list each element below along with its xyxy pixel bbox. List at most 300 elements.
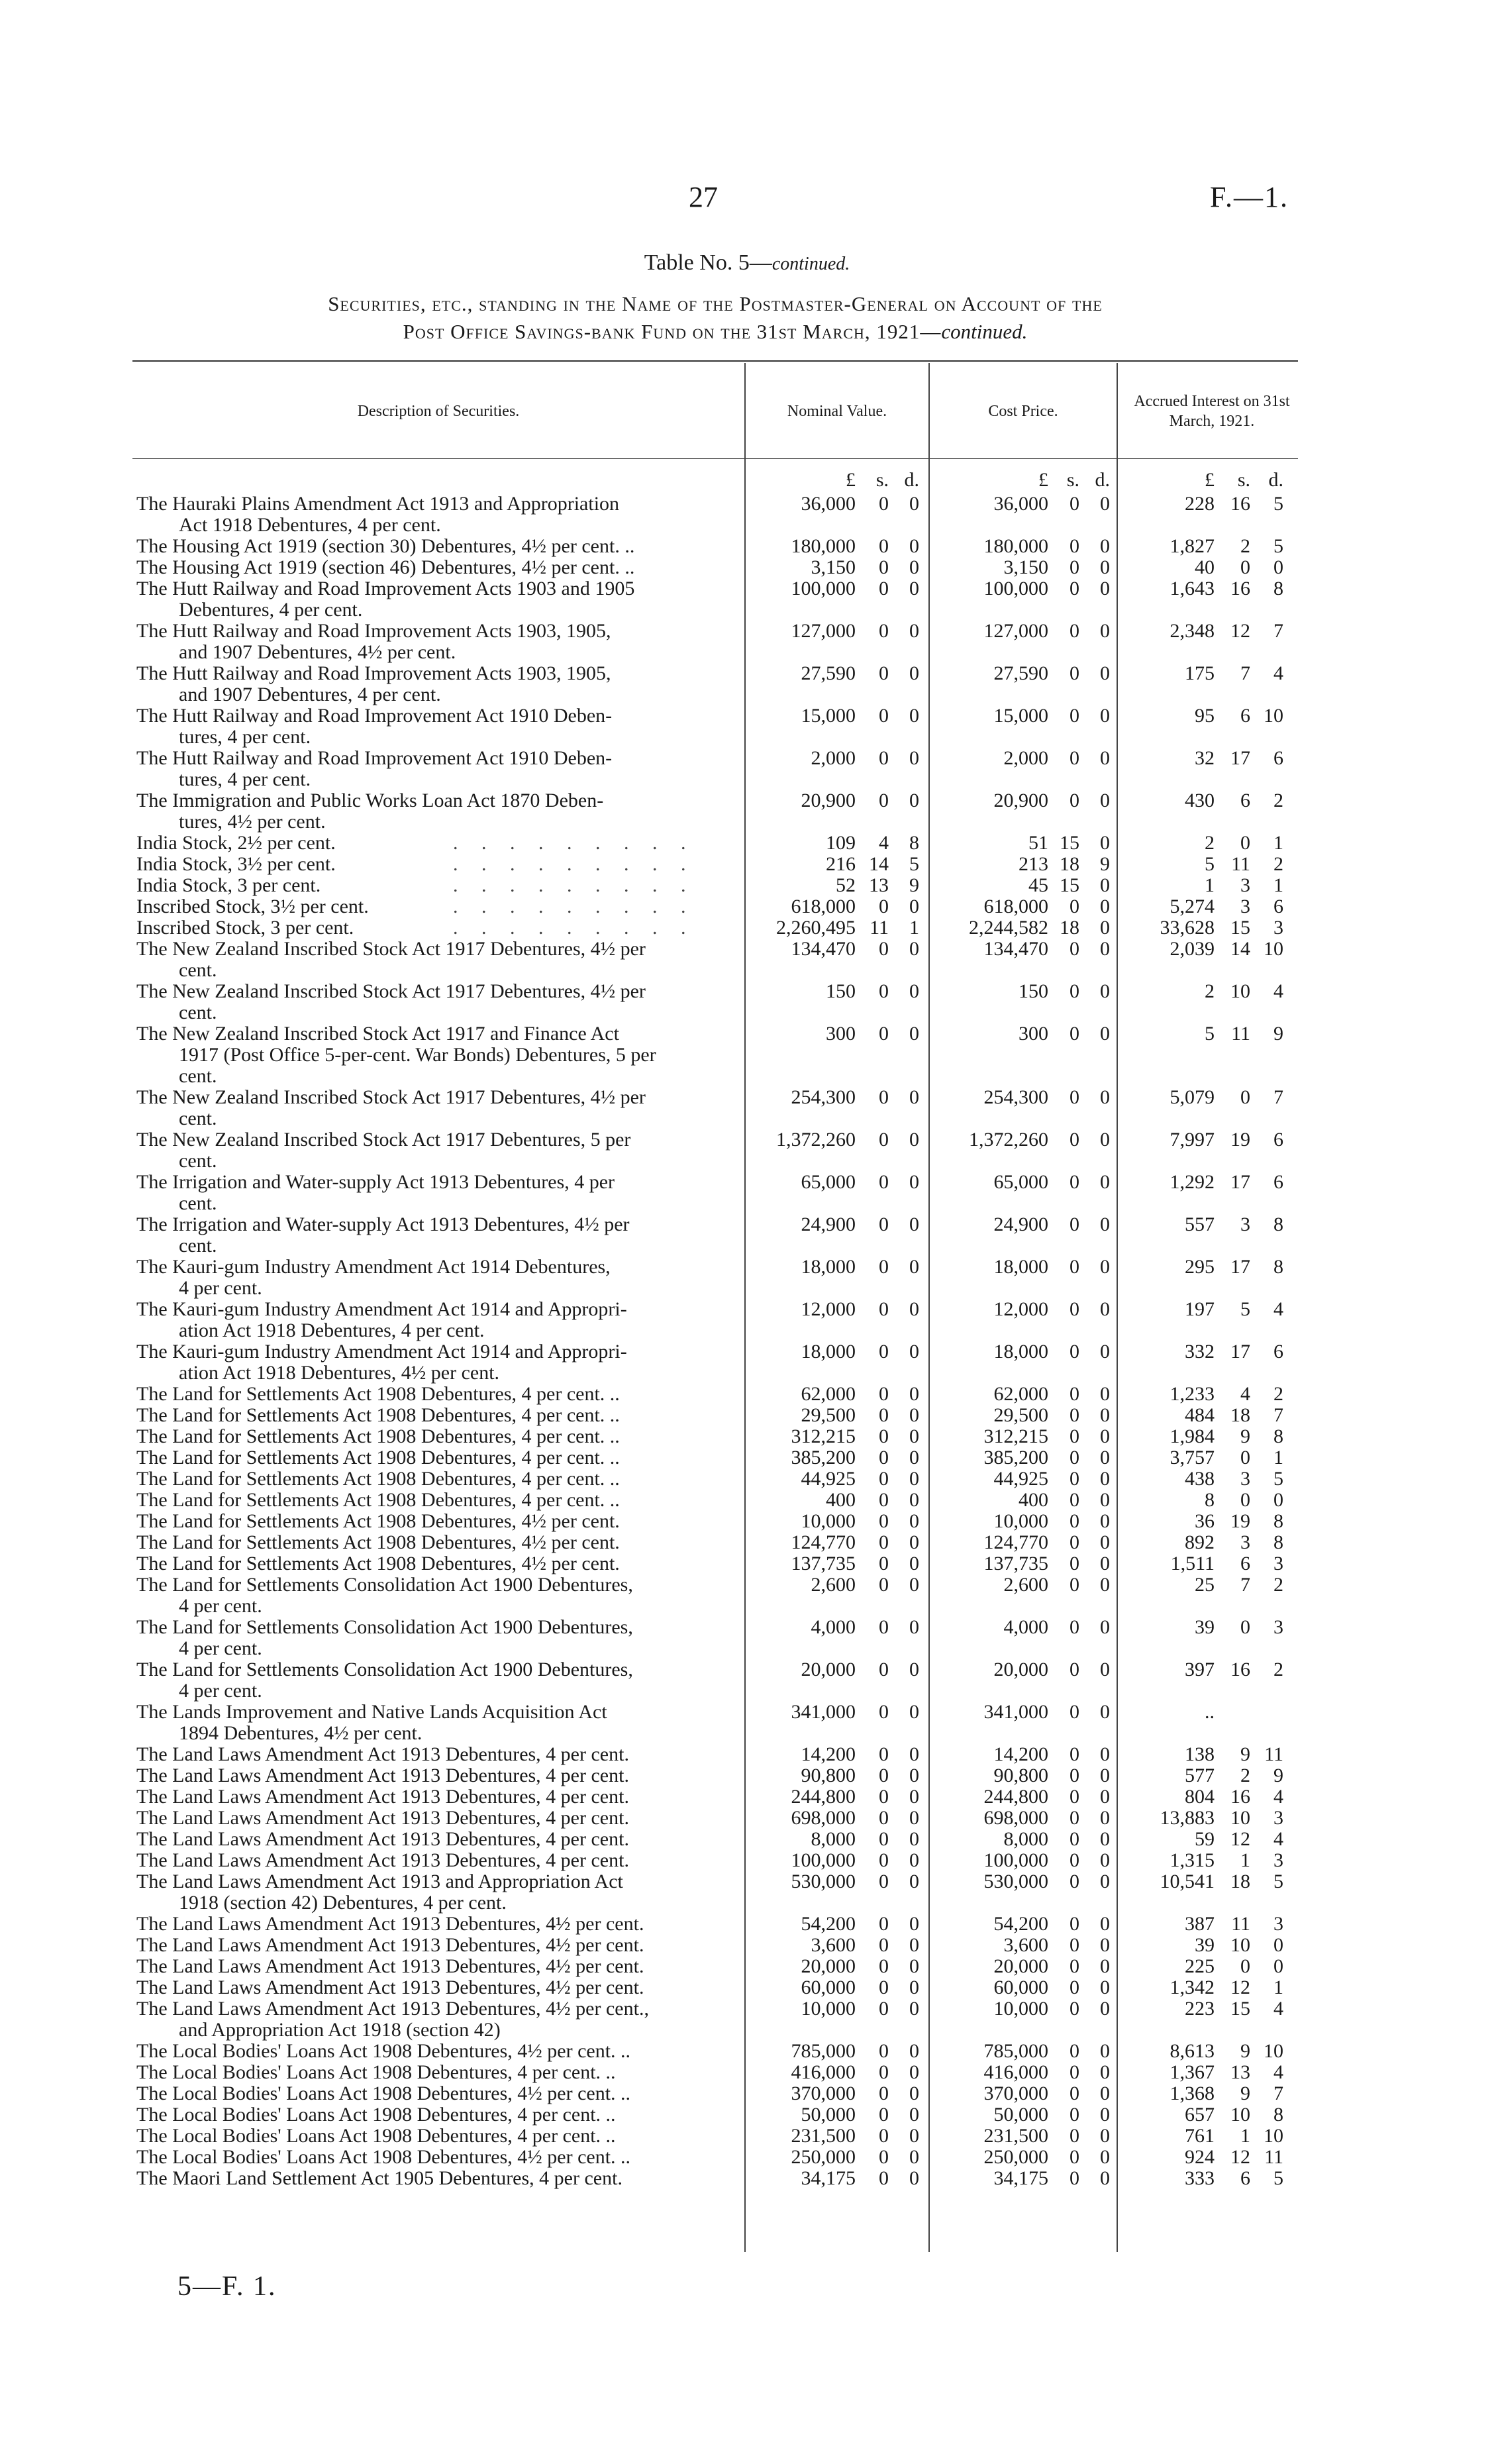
units-accrued-s: s. [1237,469,1250,491]
cost-pence: 0 [1100,874,1110,896]
accrued-pence: 4 [1273,1298,1283,1320]
nominal-pence: 0 [909,1510,919,1532]
table-row [0,1553,1494,1574]
description-continuation: Act 1918 Debentures, 4 per cent. [179,514,441,536]
cost-pounds: 385,200 [983,1447,1048,1468]
nominal-pounds: 180,000 [791,535,856,557]
description-continuation: cent. [179,1065,217,1087]
nominal-shillings: 0 [879,1743,889,1765]
nominal-shillings: 0 [879,1701,889,1723]
table-title-text: Table No. 5— [644,250,772,275]
accrued-shillings: 3 [1240,1468,1250,1490]
cost-pounds: 12,000 [993,1298,1048,1320]
description-line: The Hutt Railway and Road Improvement Acts 1903, 1905, [136,662,611,684]
accrued-shillings: 16 [1230,1786,1250,1808]
cost-pounds: 370,000 [983,2082,1048,2104]
accrued-pounds: 40 [1195,556,1215,578]
security-description [136,1871,742,1914]
accrued-pounds: 5 [1205,853,1215,875]
accrued-pence: 4 [1273,1998,1283,2020]
cost-shillings: 0 [1070,578,1079,599]
nominal-shillings: 0 [879,1129,889,1151]
table-row [0,1998,1494,2041]
nominal-pence: 0 [909,1998,919,2020]
cost-pounds: 1,372,260 [969,1129,1048,1151]
description-line: Inscribed Stock, 3½ per cent. [136,896,369,917]
cost-pounds: 90,800 [993,1765,1048,1786]
nominal-pounds: 137,735 [791,1553,856,1574]
description-line: The Land Laws Amendment Act 1913 Debentures, 4½ per cent. [136,1934,644,1956]
cost-shillings: 0 [1070,2082,1079,2104]
security-description [136,1808,742,1829]
table-row [0,1574,1494,1617]
nominal-pence: 0 [909,1807,919,1829]
description-line: The Land Laws Amendment Act 1913 Debentures, 4½ per cent., [136,1998,649,2020]
accrued-shillings: 9 [1240,1425,1250,1447]
security-description [136,1786,742,1808]
description-continuation: 4 per cent. [179,1637,262,1659]
cost-pence: 0 [1100,1574,1110,1596]
nominal-pence: 5 [909,853,919,875]
description-continuation: and 1907 Debentures, 4 per cent. [179,684,441,705]
nominal-pounds: 54,200 [801,1913,856,1935]
security-description [136,1574,742,1617]
cost-pence: 0 [1100,1616,1110,1638]
cost-pounds: 14,200 [993,1743,1048,1765]
cost-pence: 0 [1100,1807,1110,1829]
nominal-shillings: 0 [879,747,889,769]
document-code: F.—1. [1210,181,1289,213]
nominal-pounds: 36,000 [801,493,856,515]
nominal-shillings: 0 [879,980,889,1002]
units-nominal-d: d. [904,469,919,491]
cost-shillings: 0 [1070,662,1079,684]
nominal-pounds: 52 [836,874,856,896]
cost-pounds: 127,000 [983,620,1048,642]
accrued-pounds: 1,984 [1170,1425,1215,1447]
description-line: The Hutt Railway and Road Improvement Acts 1903, 1905, [136,620,611,642]
accrued-shillings: 19 [1230,1510,1250,1532]
table-row [0,557,1494,578]
security-description [136,1829,742,1850]
nominal-pounds: 18,000 [801,1256,856,1278]
cost-shillings: 0 [1070,535,1079,557]
security-description [136,1023,742,1087]
accrued-shillings: 12 [1230,2146,1250,2168]
security-description [136,939,742,981]
security-description [136,1447,742,1468]
cost-pence: 0 [1100,1701,1110,1723]
cost-shillings: 0 [1070,620,1079,642]
description-continuation: cent. [179,1192,217,1214]
cost-pence: 0 [1100,1510,1110,1532]
table-row [0,1341,1494,1384]
dot-leader: . . . . . . . . . [453,896,695,917]
cost-shillings: 0 [1070,556,1079,578]
description-line: The Land for Settlements Act 1908 Debentures, 4 per cent. .. [136,1489,620,1511]
cost-pounds: 254,300 [983,1086,1048,1108]
description-continuation: 1917 (Post Office 5-per-cent. War Bonds) Debentures, 5 per [179,1044,656,1066]
nominal-shillings: 0 [879,1213,889,1235]
description-continuation: 1918 (section 42) Debentures, 4 per cent. [179,1892,507,1914]
table-row [0,705,1494,748]
table-row [0,1490,1494,1511]
accrued-pence: 9 [1273,1765,1283,1786]
cost-shillings: 0 [1070,2146,1079,2168]
description-line: The Land for Settlements Consolidation Act 1900 Debentures, [136,1616,633,1638]
accrued-shillings: 3 [1240,896,1250,917]
description-line: The New Zealand Inscribed Stock Act 1917 Debentures, 4½ per [136,1086,646,1108]
accrued-pence: 0 [1273,1489,1283,1511]
units-accrued-d: d. [1268,469,1283,491]
accrued-pence: 7 [1273,1086,1283,1108]
cost-pence: 0 [1100,1383,1110,1405]
accrued-pence: 3 [1273,917,1283,939]
accrued-pounds: 2 [1205,980,1215,1002]
accrued-pounds: 25 [1195,1574,1215,1596]
nominal-shillings: 13 [869,874,889,896]
accrued-pence: 6 [1273,1129,1283,1151]
table-row [0,2147,1494,2168]
description-line: The Land for Settlements Consolidation Act 1900 Debentures, [136,1574,633,1596]
accrued-shillings: 18 [1230,1871,1250,1892]
cost-pounds: 51 [1028,832,1048,854]
nominal-pounds: 60,000 [801,1976,856,1998]
nominal-shillings: 0 [879,493,889,515]
description-line: The New Zealand Inscribed Stock Act 1917 and Finance Act [136,1023,619,1045]
security-description [136,2147,742,2168]
cost-pence: 0 [1100,1934,1110,1956]
description-line: India Stock, 2½ per cent. [136,832,336,854]
security-description [136,1744,742,1765]
description-line: The Local Bodies' Loans Act 1908 Debentures, 4½ per cent. .. [136,2146,631,2168]
nominal-pence: 0 [909,896,919,917]
table-row [0,536,1494,557]
cost-pounds: 2,600 [1003,1574,1048,1596]
cost-shillings: 0 [1070,1531,1079,1553]
accrued-pounds: 175 [1185,662,1215,684]
description-line: The Maori Land Settlement Act 1905 Debentures, 4 per cent. [136,2167,622,2189]
description-line: The Kauri-gum Industry Amendment Act 1914 Debentures, [136,1256,611,1278]
description-line: The Land for Settlements Act 1908 Debentures, 4 per cent. .. [136,1447,620,1468]
nominal-shillings: 0 [879,1553,889,1574]
cost-pence: 0 [1100,1129,1110,1151]
description-line: The Local Bodies' Loans Act 1908 Debentures, 4 per cent. .. [136,2104,616,2126]
accrued-shillings: 10 [1230,2104,1250,2126]
nominal-pence: 0 [909,1659,919,1680]
nominal-pounds: 15,000 [801,705,856,727]
description-line: India Stock, 3½ per cent. [136,853,336,875]
accrued-shillings: 10 [1230,980,1250,1002]
cost-pounds: 34,175 [993,2167,1048,2189]
accrued-pence: 7 [1273,620,1283,642]
cost-pounds: 2,000 [1003,747,1048,769]
nominal-shillings: 0 [879,1955,889,1977]
accrued-pence: 6 [1273,1341,1283,1362]
cost-shillings: 0 [1070,1447,1079,1468]
accrued-shillings: 3 [1240,1213,1250,1235]
table-row [0,854,1494,875]
description-line: The Land Laws Amendment Act 1913 Debentures, 4 per cent. [136,1743,629,1765]
nominal-pence: 0 [909,705,919,727]
table-row [0,748,1494,790]
cost-shillings: 0 [1070,1404,1079,1426]
accrued-pence: 8 [1273,1510,1283,1532]
accrued-shillings: 7 [1240,1574,1250,1596]
cost-shillings: 0 [1070,1425,1079,1447]
nominal-shillings: 0 [879,896,889,917]
accrued-pence: 3 [1273,1553,1283,1574]
cost-pence: 0 [1100,1171,1110,1193]
description-line: The Land for Settlements Act 1908 Debentures, 4½ per cent. [136,1531,620,1553]
nominal-pounds: 2,600 [811,1574,856,1596]
accrued-pounds: 197 [1185,1298,1215,1320]
nominal-shillings: 0 [879,1171,889,1193]
accrued-pounds: 1,233 [1170,1383,1215,1405]
description-line: The Local Bodies' Loans Act 1908 Debentures, 4½ per cent. .. [136,2040,631,2062]
nominal-pence: 0 [909,1383,919,1405]
table-row [0,1786,1494,1808]
accrued-shillings: 16 [1230,1659,1250,1680]
cost-pounds: 10,000 [993,1998,1048,2020]
nominal-pounds: 62,000 [801,1383,856,1405]
table-row [0,917,1494,939]
accrued-shillings: 19 [1230,1129,1250,1151]
nominal-pounds: 50,000 [801,2104,856,2126]
units-cost-pound: £ [1038,469,1048,491]
security-description [136,536,742,557]
cost-shillings: 0 [1070,1976,1079,1998]
nominal-pence: 0 [909,2082,919,2104]
accrued-pounds: 33,628 [1160,917,1215,939]
nominal-pence: 0 [909,1129,919,1151]
table-row [0,1405,1494,1426]
table-row [0,939,1494,981]
cost-pence: 0 [1100,535,1110,557]
description-line: The Land Laws Amendment Act 1913 Debentures, 4 per cent. [136,1807,629,1829]
cost-pounds: 312,215 [983,1425,1048,1447]
accrued-shillings: 6 [1240,1553,1250,1574]
cost-shillings: 0 [1070,1871,1079,1892]
cost-pounds: 341,000 [983,1701,1048,1723]
description-line: The New Zealand Inscribed Stock Act 1917 Debentures, 4½ per [136,938,646,960]
nominal-pounds: 100,000 [791,1849,856,1871]
accrued-pence: 8 [1273,1256,1283,1278]
accrued-shillings: 9 [1240,2040,1250,2062]
accrued-pounds: 13,883 [1160,1807,1215,1829]
accrued-pence: 0 [1273,1934,1283,1956]
cost-pence: 0 [1100,2082,1110,2104]
nominal-shillings: 0 [879,2082,889,2104]
nominal-shillings: 0 [879,662,889,684]
security-description [136,2083,742,2104]
nominal-pence: 0 [909,1701,919,1723]
accrued-pounds: 295 [1185,1256,1215,1278]
accrued-pence: 6 [1273,747,1283,769]
description-line: The Irrigation and Water-supply Act 1913 Debentures, 4½ per [136,1213,630,1235]
accrued-pence: 4 [1273,1786,1283,1808]
accrued-pence: 2 [1273,790,1283,811]
cost-pounds: 530,000 [983,1871,1048,1892]
accrued-shillings: 7 [1240,662,1250,684]
cost-pounds: 134,470 [983,938,1048,960]
accrued-pence: 2 [1273,853,1283,875]
accrued-shillings: 0 [1240,1447,1250,1468]
accrued-pence: 3 [1273,1807,1283,1829]
nominal-shillings: 0 [879,1383,889,1405]
cost-shillings: 0 [1070,1213,1079,1235]
accrued-pence: 5 [1273,535,1283,557]
description-continuation: cent. [179,1107,217,1129]
table-row [0,621,1494,663]
nominal-shillings: 0 [879,1531,889,1553]
units-accrued-pound: £ [1205,469,1215,491]
accrued-pence: 6 [1273,896,1283,917]
nominal-pence: 0 [909,620,919,642]
accrued-pence: 8 [1273,1213,1283,1235]
security-description [136,2168,742,2189]
description-continuation: 4 per cent. [179,1277,262,1299]
accrued-pence: 4 [1273,662,1283,684]
description-line: The Land for Settlements Act 1908 Debentures, 4½ per cent. [136,1510,620,1532]
accrued-pence: 8 [1273,578,1283,599]
accrued-pence: 0 [1273,1955,1283,1977]
header-bottom-rule [132,458,1298,459]
cost-pence: 0 [1100,493,1110,515]
column-header-accrued: Accrued Interest on 31st March, 1921. [1134,393,1290,430]
nominal-pounds: 65,000 [801,1171,856,1193]
cost-pence: 0 [1100,1743,1110,1765]
nominal-shillings: 0 [879,578,889,599]
accrued-pounds: 484 [1185,1404,1215,1426]
cost-pounds: 2,244,582 [969,917,1048,939]
accrued-shillings: 0 [1240,556,1250,578]
nominal-shillings: 0 [879,1256,889,1278]
cost-pounds: 65,000 [993,1171,1048,1193]
nominal-shillings: 4 [879,832,889,854]
table-row [0,2126,1494,2147]
cost-pence: 0 [1100,662,1110,684]
cost-shillings: 0 [1070,2104,1079,2126]
description-continuation: ation Act 1918 Debentures, 4 per cent. [179,1319,485,1341]
cost-pounds: 416,000 [983,2061,1048,2083]
description-continuation: tures, 4 per cent. [179,768,311,790]
nominal-shillings: 0 [879,1659,889,1680]
nominal-pounds: 27,590 [801,662,856,684]
security-description [136,1172,742,1214]
cost-pounds: 785,000 [983,2040,1048,2062]
units-nominal-pound: £ [846,469,856,491]
accrued-pounds: 225 [1185,1955,1215,1977]
nominal-pounds: 124,770 [791,1531,856,1553]
cost-pounds: 180,000 [983,535,1048,557]
nominal-pounds: 216 [826,853,856,875]
security-description [136,1341,742,1384]
nominal-pence: 0 [909,535,919,557]
accrued-pence: 5 [1273,1468,1283,1490]
cost-pence: 0 [1100,1023,1110,1045]
accrued-shillings: 11 [1231,1023,1250,1045]
accrued-pounds: 2 [1205,832,1215,854]
nominal-pounds: 109 [826,832,856,854]
description-continuation: ation Act 1918 Debentures, 4½ per cent. [179,1362,500,1384]
cost-pence: 0 [1100,1786,1110,1808]
accrued-shillings: 0 [1240,1086,1250,1108]
nominal-pounds: 530,000 [791,1871,856,1892]
table-row [0,2062,1494,2083]
nominal-pounds: 127,000 [791,620,856,642]
nominal-pounds: 14,200 [801,1743,856,1765]
nominal-shillings: 0 [879,2146,889,2168]
nominal-pounds: 20,000 [801,1955,856,1977]
description-line: The Local Bodies' Loans Act 1908 Debentures, 4½ per cent. .. [136,2082,631,2104]
accrued-shillings: 16 [1230,493,1250,515]
accrued-pounds: 557 [1185,1213,1215,1235]
nominal-pounds: 20,900 [801,790,856,811]
cost-pence: 0 [1100,1341,1110,1362]
nominal-pence: 0 [909,747,919,769]
cost-pence: 0 [1100,2167,1110,2189]
accrued-pounds: 332 [1185,1341,1215,1362]
nominal-pounds: 618,000 [791,896,856,917]
cost-pence: 0 [1100,1298,1110,1320]
security-description [136,621,742,663]
nominal-shillings: 11 [870,917,889,939]
cost-pence: 0 [1100,1213,1110,1235]
security-description [136,981,742,1023]
nominal-pence: 0 [909,493,919,515]
cost-pounds: 213 [1019,853,1048,875]
cost-pounds: 124,770 [983,1531,1048,1553]
cost-pence: 0 [1100,1425,1110,1447]
security-description [136,578,742,621]
nominal-pounds: 244,800 [791,1786,856,1808]
accrued-pounds: 39 [1195,1616,1215,1638]
nominal-pence: 0 [909,1213,919,1235]
accrued-pounds: 39 [1195,1934,1215,1956]
cost-pounds: 100,000 [983,1849,1048,1871]
accrued-pence: 3 [1273,1849,1283,1871]
accrued-shillings: 15 [1230,917,1250,939]
nominal-pence: 0 [909,1086,919,1108]
nominal-pence: 0 [909,1934,919,1956]
nominal-shillings: 0 [879,1489,889,1511]
cost-shillings: 0 [1070,1171,1079,1193]
accrued-shillings: 0 [1240,1489,1250,1511]
nominal-pounds: 4,000 [811,1616,856,1638]
accrued-pence: 9 [1273,1023,1283,1045]
accrued-shillings: 5 [1240,1298,1250,1320]
cost-pounds: 50,000 [993,2104,1048,2126]
security-description [136,790,742,833]
nominal-pence: 0 [909,2040,919,2062]
nominal-pence: 0 [909,1871,919,1892]
description-line: The Land for Settlements Act 1908 Debentures, 4½ per cent. [136,1553,620,1574]
accrued-pence: 6 [1273,1171,1283,1193]
nominal-shillings: 0 [879,1023,889,1045]
nominal-pounds: 385,200 [791,1447,856,1468]
accrued-shillings: 17 [1230,1256,1250,1278]
accrued-pounds: 10,541 [1160,1871,1215,1892]
table-row [0,2168,1494,2189]
cost-pounds: 62,000 [993,1383,1048,1405]
accrued-pounds: 924 [1185,2146,1215,2168]
accrued-pounds: 397 [1185,1659,1215,1680]
cost-shillings: 0 [1070,1468,1079,1490]
nominal-shillings: 0 [879,938,889,960]
cost-pence: 0 [1100,1765,1110,1786]
security-description [136,1553,742,1574]
